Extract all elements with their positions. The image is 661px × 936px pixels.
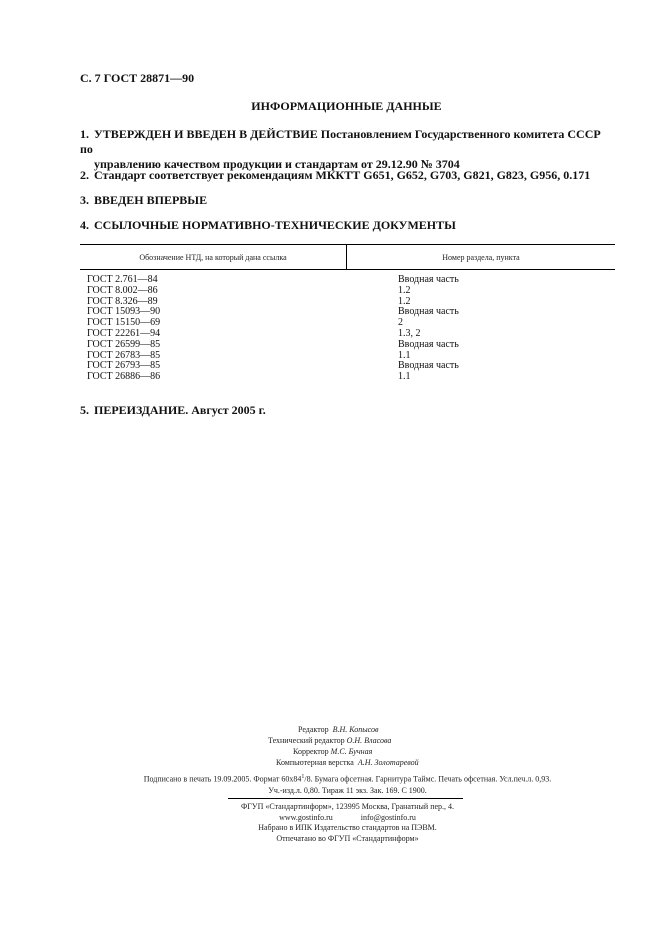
info-item-4 <box>80 218 615 233</box>
credit-role: Технический редактор <box>268 736 345 745</box>
publisher-block <box>80 802 615 844</box>
publisher-contacts <box>80 813 615 824</box>
doc-cell: ГОСТ 26599—85 <box>87 338 161 350</box>
table-row <box>80 351 615 362</box>
item-number: 1. <box>80 127 89 141</box>
publisher-typeset: Набрано в ИПК Издательство стандартов на ПЭВМ. <box>258 823 437 832</box>
section-cell: 1.2 <box>398 284 411 296</box>
info-item-3 <box>80 193 615 208</box>
table-header-section: Номер раздела, пункта <box>442 253 520 262</box>
doc-cell: ГОСТ 8.002—86 <box>87 284 158 296</box>
info-item-5 <box>80 403 615 418</box>
item-number: 5. <box>80 403 89 417</box>
section-cell: 1.1 <box>398 371 411 383</box>
table-top-rule <box>80 244 615 245</box>
table-row <box>80 275 615 286</box>
info-item-2 <box>80 168 615 183</box>
credit-name: М.С. Бучная <box>330 747 373 756</box>
publisher-email[interactable]: info@gostinfo.ru <box>360 812 416 822</box>
publisher-website[interactable]: www.gostinfo.ru <box>279 812 333 822</box>
imprint-block <box>80 772 615 796</box>
item-text: ВВЕДЕН ВПЕРВЫЕ <box>94 193 208 207</box>
section-cell: Вводная часть <box>398 274 459 285</box>
section-cell: Вводная часть <box>398 360 459 372</box>
section-cell: 2 <box>398 317 403 329</box>
table-header-document: Обозначение НТД, на который дана ссылка <box>139 253 287 262</box>
table-row <box>80 372 615 383</box>
item-text: ССЫЛОЧНЫЕ НОРМАТИВНО-ТЕХНИЧЕСКИЕ ДОКУМЕНТЫ <box>94 218 456 232</box>
section-cell: Вводная часть <box>398 338 459 350</box>
page-header: С. 7 ГОСТ 28871—90 <box>80 71 195 85</box>
doc-cell: ГОСТ 15150—69 <box>87 317 161 329</box>
table-header-rule <box>80 269 615 270</box>
publisher-address: ФГУП «Стандартинформ», 123995 Москва, Гранатный пер., 4. <box>240 802 455 811</box>
credit-role: Компьютерная верстка <box>276 758 354 767</box>
section-cell: Вводная часть <box>398 306 459 318</box>
item-number: 3. <box>80 193 89 207</box>
item-lead: УТВЕРЖДЕН И ВВЕДЕН В ДЕЙСТВИЕ <box>94 127 318 141</box>
credit-role: Корректор <box>293 747 329 756</box>
credit-proofreader <box>180 746 480 757</box>
doc-cell: ГОСТ 26793—85 <box>87 360 161 372</box>
imprint-line-2: Уч.-изд.л. 0,80. Тираж 11 экз. Зак. 169. С 1900. <box>268 785 427 795</box>
publisher-printed: Отпечатано во ФГУП «Стандартинформ» <box>276 833 419 843</box>
section-cell: 1.2 <box>398 295 411 307</box>
credit-name: В.Н. Копысов <box>332 725 379 734</box>
info-item-1 <box>80 127 615 172</box>
item-number: 2. <box>80 168 89 182</box>
doc-cell: ГОСТ 2.761—84 <box>87 274 158 285</box>
credit-tech-editor <box>180 735 480 746</box>
table-row <box>80 297 615 308</box>
credit-name: О.Н. Власова <box>346 736 392 745</box>
imprint-line-1: Подписано в печать 19.09.2005. Формат $60x84^1/8$. Бумага офсетная. Гарнитура Таймс. Печать офсетная. Усл.печ.л. 0,93. <box>143 774 552 784</box>
doc-cell: ГОСТ 15093—90 <box>87 306 161 318</box>
doc-cell: ГОСТ 8.326—89 <box>87 295 158 307</box>
reference-table <box>80 244 615 389</box>
doc-cell: ГОСТ 22261—94 <box>87 327 161 339</box>
table-row <box>80 340 615 351</box>
credit-role: Редактор <box>298 725 329 734</box>
item-continuation: управлению качеством продукции и стандартам от 29.12.90 № 3704 <box>94 157 460 171</box>
item-text: Стандарт соответствует рекомендациям МККТТ G651, G652, G703, G821, G823, G956, 0.171 <box>94 168 591 182</box>
table-row <box>80 361 615 372</box>
section-title: ИНФОРМАЦИОННЫЕ ДАННЫЕ <box>251 99 442 113</box>
table-row <box>80 329 615 340</box>
item-number: 4. <box>80 218 89 232</box>
item-text: ПЕРЕИЗДАНИЕ. Август 2005 г. <box>94 403 266 417</box>
table-body <box>80 275 615 383</box>
publisher-separator <box>228 798 463 799</box>
credits-block <box>180 724 480 768</box>
table-row <box>80 307 615 318</box>
credit-layout <box>180 757 480 768</box>
doc-cell: ГОСТ 26886—86 <box>87 371 161 383</box>
table-row <box>80 286 615 297</box>
credit-name: А.Н. Золотаревой <box>357 758 419 767</box>
credit-editor <box>180 724 480 735</box>
section-cell: 1.3, 2 <box>398 327 421 339</box>
section-cell: 1.1 <box>398 349 411 361</box>
item-text: Постановлением Государственного комитета СССР по <box>80 127 601 156</box>
doc-cell: ГОСТ 26783—85 <box>87 349 161 361</box>
table-row <box>80 318 615 329</box>
